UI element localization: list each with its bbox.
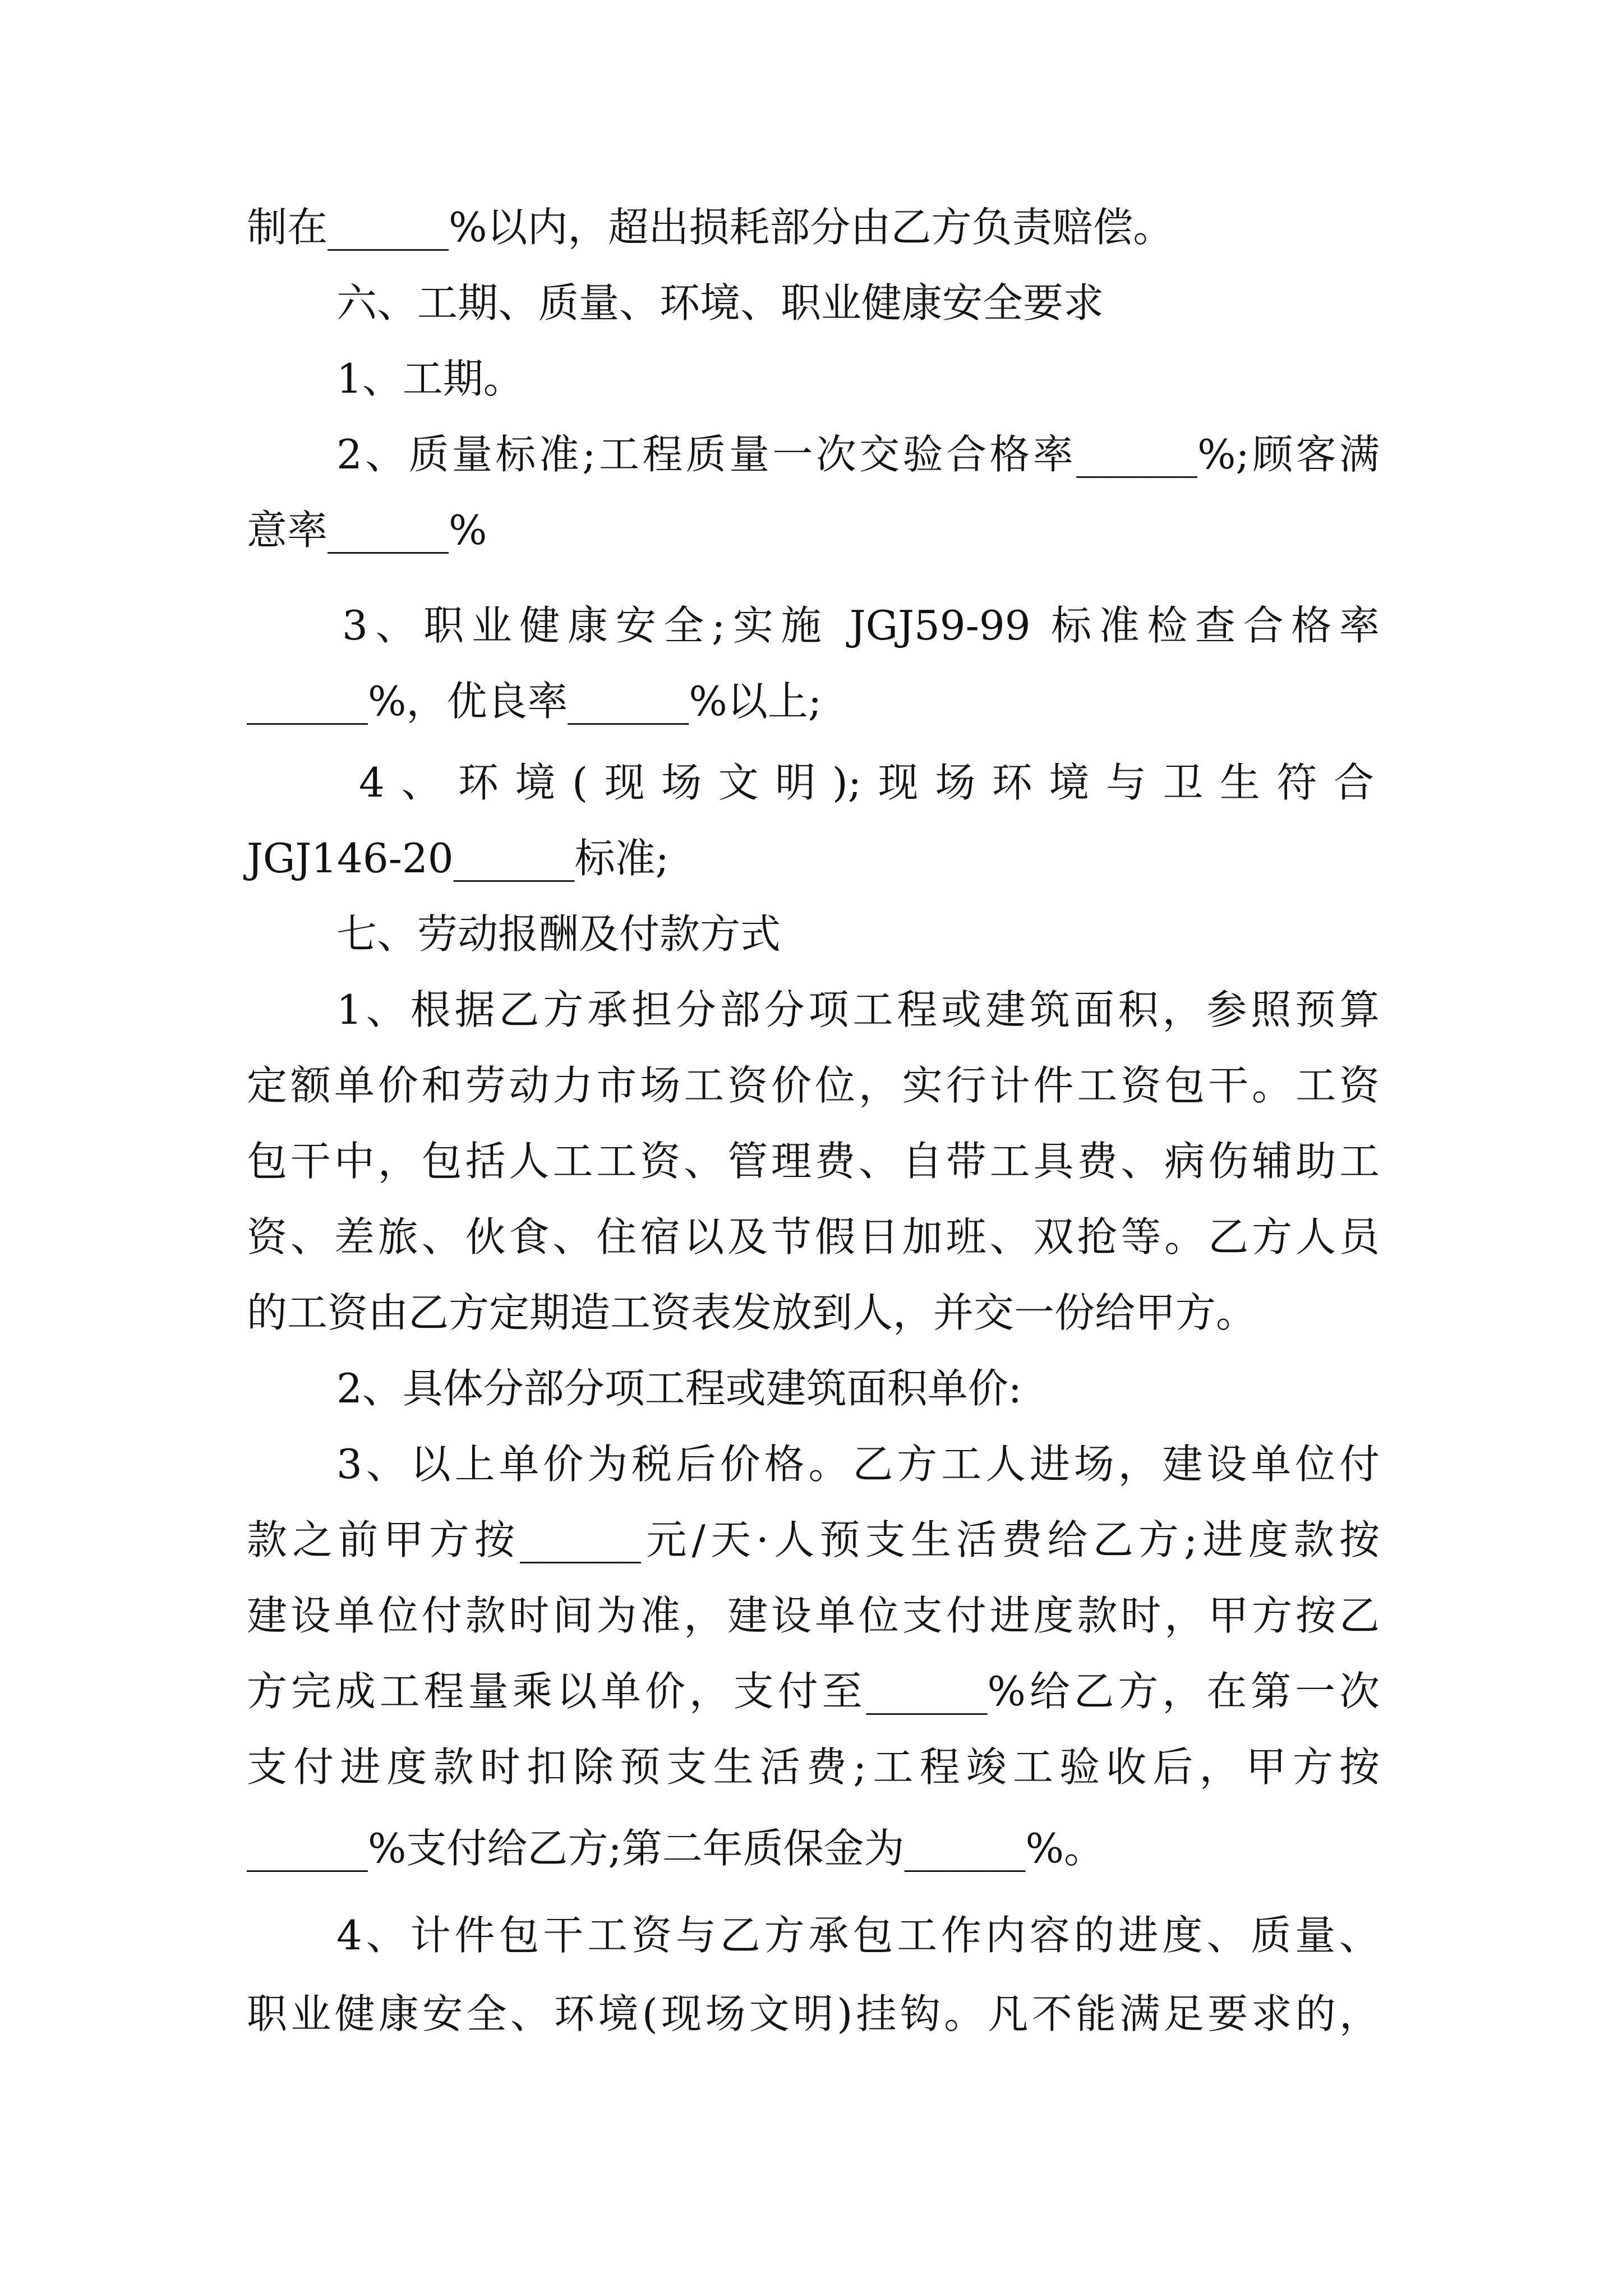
text-line: 的工资由乙方定期造工资表发放到人，并交一份给甲方。	[247, 1289, 1257, 1336]
text-line: 3、以上单价为税后价格。乙方工人进场，建设单位付	[336, 1441, 1380, 1488]
text-line: ______%，优良率______%以上;	[247, 678, 822, 725]
text-line: 资、差旅、伙食、住宿以及节假日加班、双抢等。乙方人员	[247, 1213, 1380, 1260]
section-heading: 七、劳动报酬及付款方式	[336, 910, 781, 958]
text-line: 方完成工程量乘以单价，支付至______%给乙方，在第一次	[247, 1668, 1380, 1715]
text-line: JGJ146-20______标准;	[247, 835, 669, 882]
text-line: 定额单价和劳动力市场工资价位，实行计件工资包干。工资	[247, 1062, 1380, 1109]
text-line: 2、质量标准;工程质量一次交验合格率______%;顾客满	[336, 431, 1380, 478]
text-line: 1、根据乙方承担分部分项工程或建筑面积，参照预算	[336, 986, 1380, 1033]
text-line: 包干中，包括人工工资、管理费、自带工具费、病伤辅助工	[247, 1138, 1380, 1185]
text-line: 意率______%	[247, 507, 487, 554]
text-line: 建设单位付款时间为准，建设单位支付进度款时，甲方按乙	[247, 1592, 1380, 1639]
text-line: 4、计件包干工资与乙方承包工作内容的进度、质量、	[336, 1912, 1380, 1959]
text-line: 职业健康安全、环境(现场文明)挂钩。凡不能满足要求的，	[247, 1990, 1380, 2037]
section-heading: 六、工期、质量、环境、职业健康安全要求	[336, 279, 1104, 326]
text-line: 1、工期。	[336, 355, 524, 402]
text-line: 款之前甲方按______元/天·人预支生活费给乙方;进度款按	[247, 1516, 1380, 1563]
text-line: 制在______%以内，超出损耗部分由乙方负责赔偿。	[247, 204, 1174, 251]
text-line: ______%支付给乙方;第二年质保金为______%。	[247, 1825, 1105, 1872]
text-line: 4、环境(现场文明);现场环境与卫生符合	[359, 759, 1374, 806]
text-line: 支付进度款时扣除预支生活费;工程竣工验收后，甲方按	[247, 1743, 1380, 1791]
text-line: 2、具体分部分项工程或建筑面积单价:	[336, 1365, 1022, 1412]
text-line: 3、职业健康安全;实施 JGJ59-99 标准检查合格率	[342, 602, 1380, 649]
